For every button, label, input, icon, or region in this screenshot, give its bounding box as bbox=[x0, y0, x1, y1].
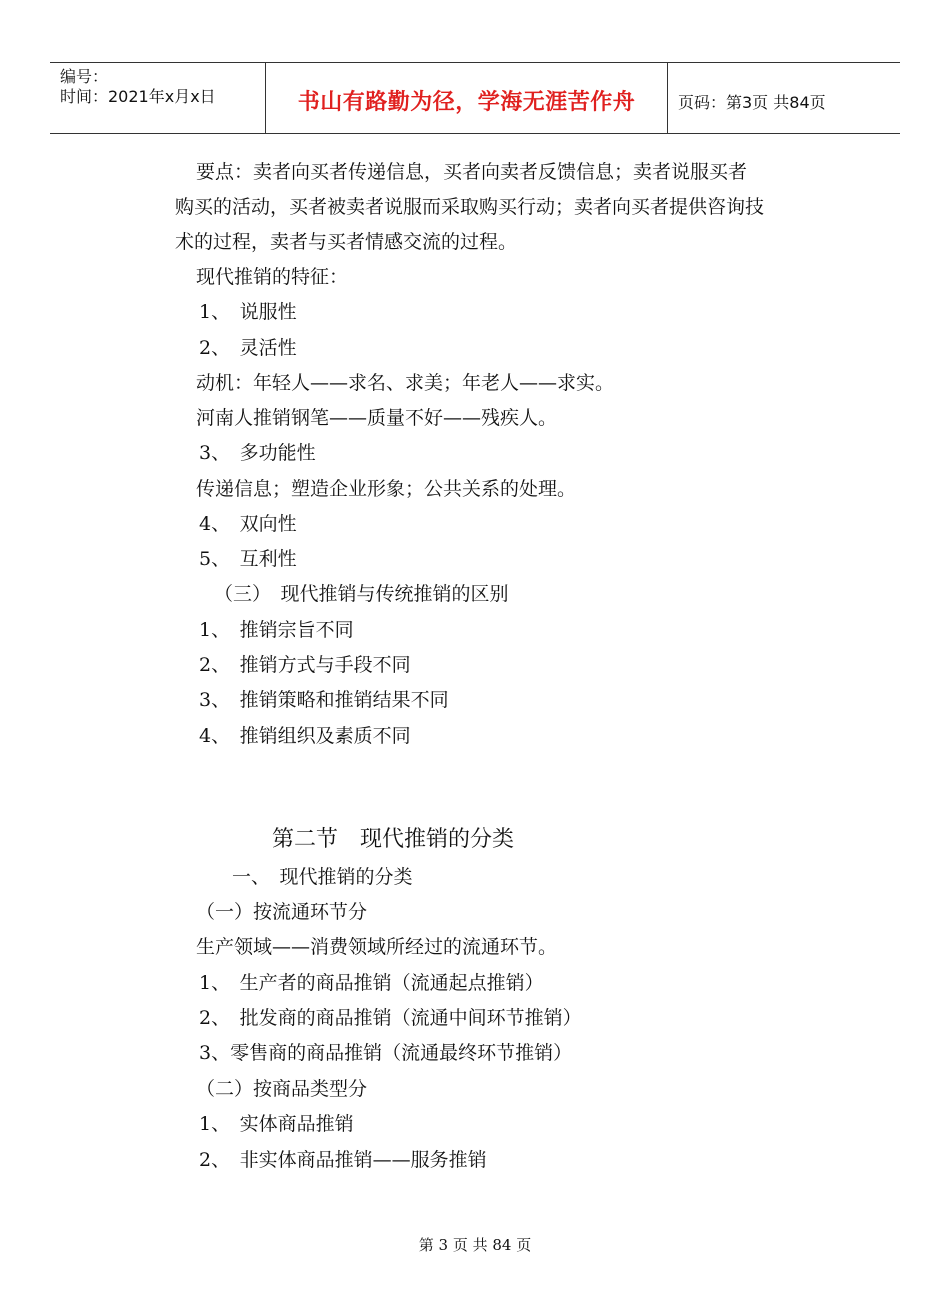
body-line: 现代推销的特征： bbox=[196, 266, 349, 288]
header-meta-cell bbox=[50, 63, 266, 133]
body-line: 生产领域——消费领域所经过的流通环节。 bbox=[196, 936, 558, 958]
list-item: 3、 多功能性 bbox=[199, 442, 316, 464]
list-item: 3、零售商的商品推销（流通最终环节推销） bbox=[199, 1042, 573, 1064]
serial-label: 编号： bbox=[60, 67, 109, 86]
time-label: 时间：2021年x月x日 bbox=[60, 87, 216, 106]
subsection-heading: 一、 现代推销的分类 bbox=[232, 866, 413, 888]
body-line: 传递信息；塑造企业形象；公共关系的处理。 bbox=[196, 478, 577, 500]
list-item: 4、 推销组织及素质不同 bbox=[199, 725, 411, 747]
list-item: 3、 推销策略和推销结果不同 bbox=[199, 689, 449, 711]
body-line: 术的过程，卖者与买者情感交流的过程。 bbox=[175, 231, 518, 253]
list-item: 2、 批发商的商品推销（流通中间环节推销） bbox=[199, 1007, 582, 1029]
body-line: 要点：卖者向买者传递信息，买者向卖者反馈信息；卖者说服买者 bbox=[196, 161, 748, 183]
body-line: 河南人推销钢笔——质量不好——残疾人。 bbox=[196, 407, 558, 429]
list-item: 2、 灵活性 bbox=[199, 337, 297, 359]
page-header bbox=[50, 62, 900, 134]
section-title: 第二节 现代推销的分类 bbox=[272, 827, 515, 852]
list-item: 2、 非实体商品推销——服务推销 bbox=[199, 1149, 487, 1171]
list-item: 1、 实体商品推销 bbox=[199, 1113, 354, 1135]
subsection-heading: （二）按商品类型分 bbox=[196, 1078, 368, 1100]
list-item: 1、 说服性 bbox=[199, 301, 297, 323]
list-item: 4、 双向性 bbox=[199, 513, 297, 535]
page-info: 页码：第3页 共84页 bbox=[678, 93, 826, 112]
body-line: 购买的活动，买者被卖者说服而采取购买行动；卖者向买者提供咨询技 bbox=[175, 196, 765, 218]
subsection-heading: （三） 现代推销与传统推销的区别 bbox=[214, 583, 509, 605]
list-item: 5、 互利性 bbox=[199, 548, 297, 570]
list-item: 1、 生产者的商品推销（流通起点推销） bbox=[199, 972, 544, 994]
header-page-cell bbox=[668, 63, 900, 133]
subsection-heading: （一）按流通环节分 bbox=[196, 901, 368, 923]
motto-text: 书山有路勤为径，学海无涯苦作舟 bbox=[297, 90, 636, 115]
body-line: 动机：年轻人——求名、求美；年老人——求实。 bbox=[196, 372, 615, 394]
list-item: 1、 推销宗旨不同 bbox=[199, 619, 354, 641]
list-item: 2、 推销方式与手段不同 bbox=[199, 654, 411, 676]
header-motto-cell bbox=[266, 63, 668, 133]
page-footer: 第 3 页 共 84 页 bbox=[418, 1236, 532, 1254]
